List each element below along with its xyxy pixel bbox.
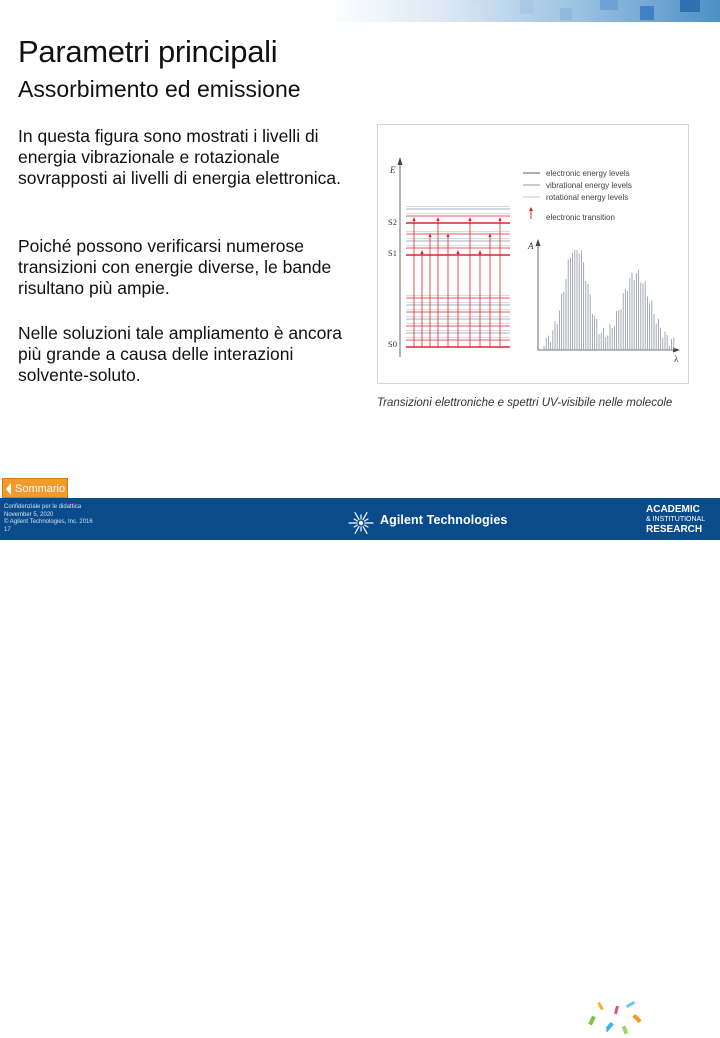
- company-name: Agilent Technologies: [380, 513, 508, 527]
- state-label-s2: S2: [388, 217, 397, 227]
- energy-diagram: [378, 125, 688, 383]
- spark-ray: [354, 519, 357, 521]
- paragraph-levels: In questa figura sono mostrati i livelli di energia vibrazionale e rotazionale sovrapposti ai livelli di energia elettronica.: [18, 126, 341, 188]
- back-arrow-icon: [6, 483, 11, 495]
- e-axis-label: E: [390, 165, 396, 175]
- lambda-axis-label: λ: [674, 354, 679, 364]
- slide-title: Parametri principali: [18, 34, 278, 69]
- header-banner: [0, 0, 720, 22]
- slide-subtitle: Assorbimento ed emissione: [18, 76, 301, 102]
- footer-line: © Agilent Technologies, Inc. 2016: [4, 519, 93, 525]
- legend-transition: electronic transition: [546, 213, 615, 222]
- state-label-s1: S1: [388, 248, 397, 258]
- transition-arrowhead: [420, 250, 423, 254]
- transition-arrowhead: [498, 217, 501, 221]
- program-line: ACADEMIC: [646, 504, 700, 515]
- absorption-spectrum: [544, 250, 674, 350]
- sommario-label: Sommario: [15, 483, 66, 495]
- program-line: RESEARCH: [646, 524, 703, 535]
- footer-line: Confidenziale per le didattica: [4, 504, 82, 510]
- spark-ray: [355, 526, 359, 533]
- spark-ray: [363, 513, 367, 520]
- spark-ray: [364, 525, 367, 527]
- legend: [523, 169, 632, 222]
- sommario-button[interactable]: [2, 478, 68, 498]
- a-axis-label: A: [528, 241, 534, 251]
- transition-arrowhead: [436, 217, 439, 221]
- footer-line: November 5, 2020: [4, 511, 54, 518]
- transition-arrowhead: [456, 250, 459, 254]
- transition-arrows: [412, 217, 501, 347]
- legend-rotational: rotational energy levels: [546, 193, 629, 202]
- transition-arrowhead: [478, 250, 481, 254]
- state-label-s0: S0: [388, 339, 397, 349]
- program-line: & INSTITUTIONAL: [646, 516, 706, 523]
- footer-info: [4, 504, 93, 534]
- spark-ray: [355, 513, 359, 520]
- transition-arrowhead: [468, 217, 471, 221]
- legend-vibrational: vibrational energy levels: [546, 181, 632, 190]
- energy-level-figure: [377, 124, 689, 384]
- paragraph-solutions: Nelle soluzioni tale ampliamento è ancora più grande a causa delle interazioni solvente-soluto.: [18, 323, 342, 385]
- footer-line: 17: [4, 526, 11, 533]
- spark-ray: [354, 525, 357, 527]
- academic-program-logo: [646, 504, 716, 535]
- spark-ray: [364, 519, 367, 521]
- legend-electronic: electronic energy levels: [546, 169, 630, 178]
- agilent-spark-icon: [346, 510, 376, 536]
- transition-arrowhead: [412, 217, 415, 221]
- paragraph-bands: Poiché possono verificarsi numerose transizioni con energie diverse, le bande risultano più ampie.: [18, 236, 332, 298]
- confetti-decoration: [585, 996, 645, 1038]
- figure-caption: Transizioni elettroniche e spettri UV-visibile nelle molecole: [377, 397, 673, 409]
- spark-ray: [363, 526, 367, 533]
